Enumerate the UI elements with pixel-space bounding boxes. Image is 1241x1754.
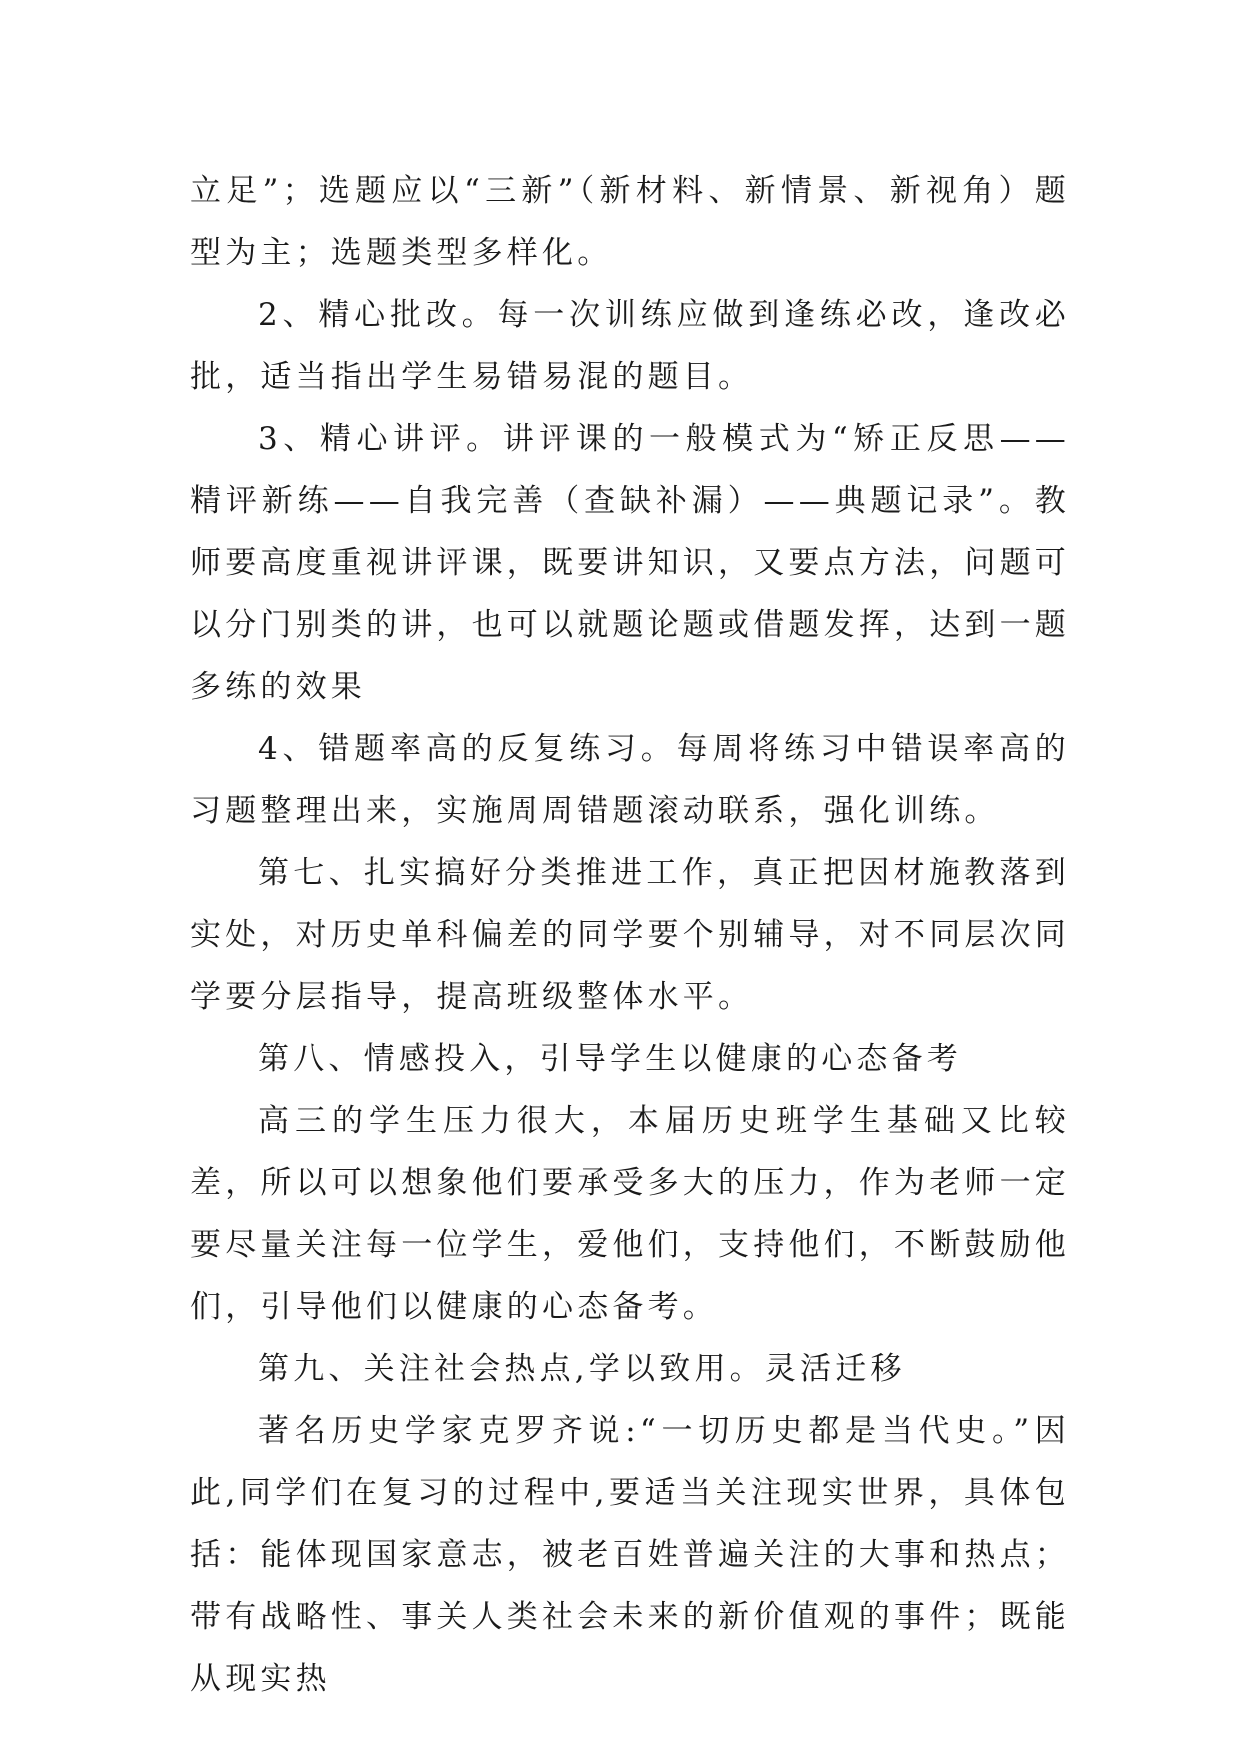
paragraph-section-8-body: 高三的学生压力很大，本届历史班学生基础又比较差，所以可以想象他们要承受多大的压力，作为老师一定要尽量关注每一位学生，爱他们，支持他们，不断鼓励他们，引导他们以健康的心态备考。 — [190, 1103, 1070, 1325]
paragraph-section-8-heading: 第八、情感投入，引导学生以健康的心态备考 — [258, 1041, 962, 1077]
paragraph-section-7: 第七、扎实搞好分类推进工作，真正把因材施教落到实处，对历史单科偏差的同学要个别辅导，对不同层次同学要分层指导，提高班级整体水平。 — [190, 855, 1070, 1015]
paragraph-section-9-body: 著名历史学家克罗齐说:“一切历史都是当代史。”因此,同学们在复习的过程中,要适当关注现实世界，具体包括：能体现国家意志，被老百姓普遍关注的大事和热点；带有战略性、事关人类社会未来的新价值观的事件；既能从现实热 — [190, 1413, 1070, 1697]
paragraph-continuation: 立足”；选题应以“三新”（新材料、新情景、新视角）题型为主；选题类型多样化。 — [190, 173, 1070, 271]
paragraph-item-4-error-practice: 4、错题率高的反复练习。每周将练习中错误率高的习题整理出来，实施周周错题滚动联系，强化训练。 — [190, 731, 1070, 829]
document-body — [190, 160, 1070, 1710]
paragraph-item-3-review: 3、精心讲评。讲评课的一般模式为“矫正反思——精评新练——自我完善（查缺补漏）——典题记录”。教师要高度重视讲评课，既要讲知识，又要点方法，问题可以分门别类的讲，也可以就题论题或借题发挥，达到一题多练的效果 — [190, 421, 1070, 705]
paragraph-section-9-heading: 第九、关注社会热点,学以致用。灵活迁移 — [258, 1351, 906, 1387]
paragraph-item-2-grading: 2、精心批改。每一次训练应做到逢练必改，逢改必批，适当指出学生易错易混的题目。 — [190, 297, 1070, 395]
